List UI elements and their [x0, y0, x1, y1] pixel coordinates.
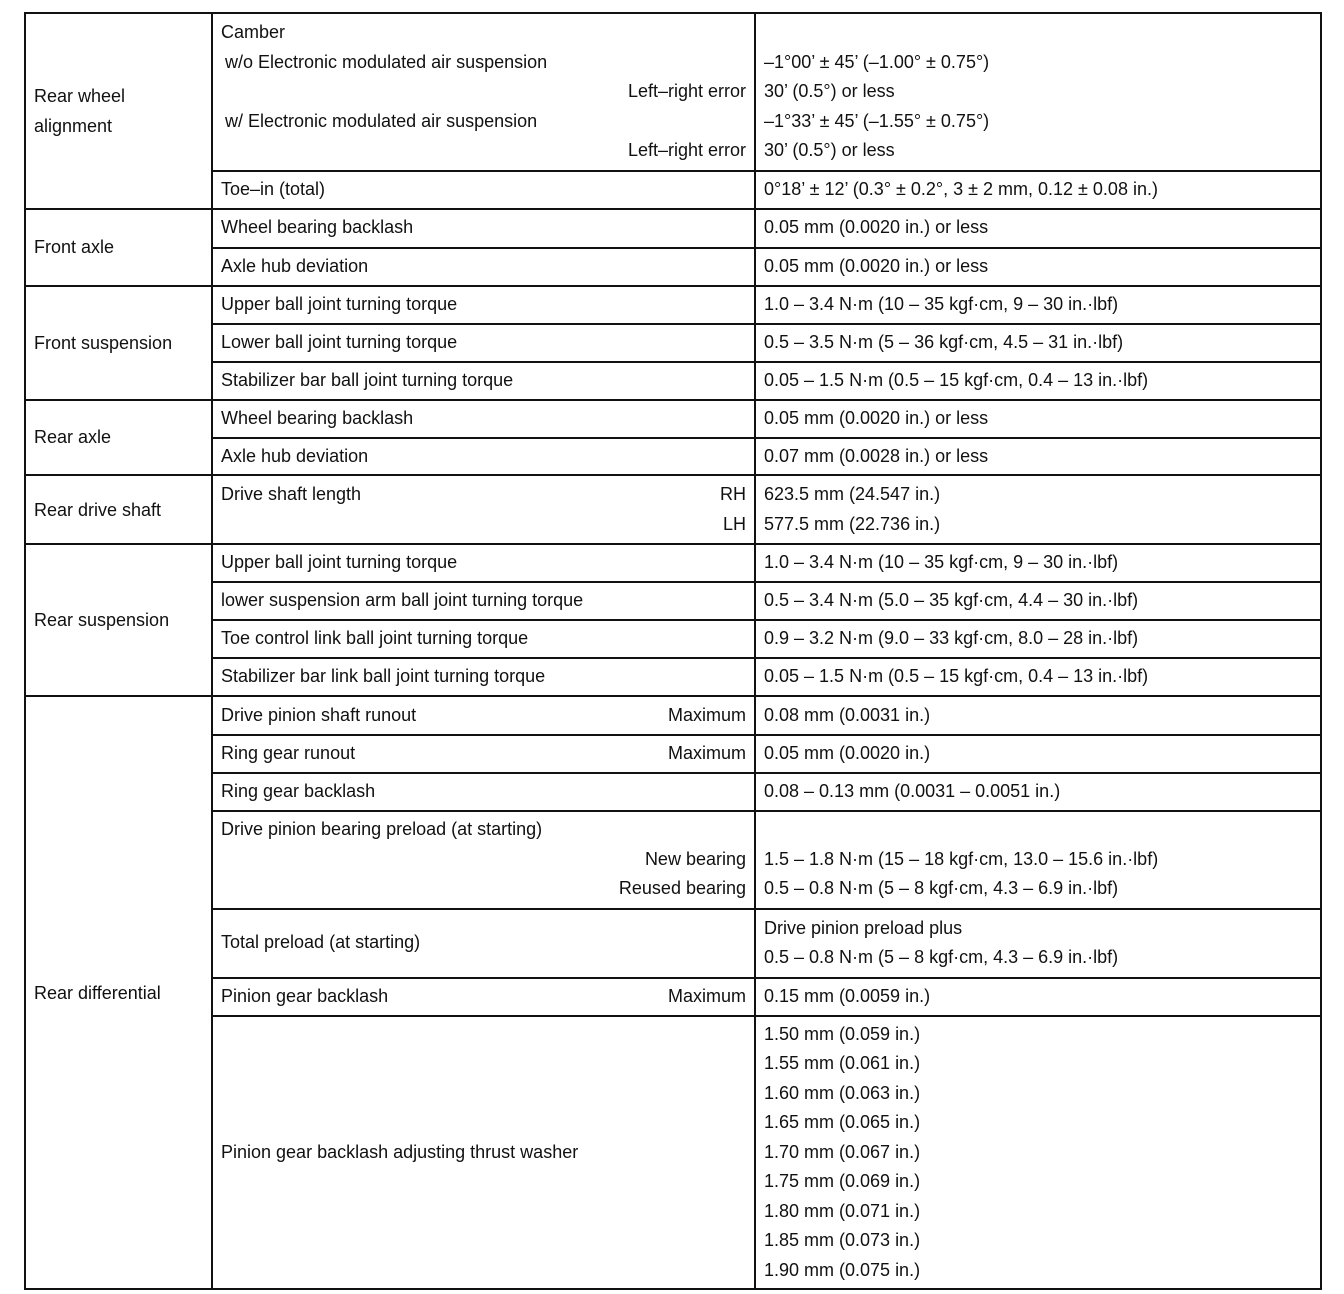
item-qualifier: Maximum — [667, 743, 746, 764]
thrust-washer-size: 1.60 mm (0.063 in.) — [764, 1082, 921, 1103]
table-row — [25, 171, 1321, 209]
item-label: Wheel bearing backlash — [221, 407, 414, 428]
value-cell — [755, 13, 1321, 171]
camber-heading: Camber — [221, 22, 286, 43]
specification-table — [24, 12, 1322, 1290]
toe-in-value: 0°18’ ± 12’ (0.3° ± 0.2°, 3 ± 2 mm, 0.12 ± 0.08 in.) — [764, 179, 1158, 199]
value-cell — [755, 811, 1321, 909]
item-cell — [212, 544, 755, 582]
group-label-front-suspension: Front suspension — [34, 332, 173, 353]
table-row — [25, 362, 1321, 400]
value-cell — [755, 286, 1321, 324]
thrust-washer-size: 1.50 mm (0.059 in.) — [764, 1023, 921, 1044]
group-cell — [25, 475, 212, 544]
value-cell — [755, 582, 1321, 620]
item-cell — [212, 773, 755, 811]
camber-with-error-label: Left–right error — [627, 140, 746, 161]
group-cell — [25, 400, 212, 476]
item-value: 0.05 – 1.5 N·m (0.5 – 15 kgf·cm, 0.4 – 13 in.·lbf) — [764, 369, 1149, 390]
group-cell — [25, 209, 212, 286]
item-cell — [212, 171, 755, 209]
item-label: Lower ball joint turning torque — [221, 331, 458, 352]
item-value: 0.15 mm (0.0059 in.) — [764, 985, 931, 1006]
item-qualifier: Maximum — [667, 704, 746, 725]
item-cell — [212, 1016, 755, 1290]
item-label: Upper ball joint turning torque — [221, 552, 458, 573]
camber-without-error-value: 30’ (0.5°) or less — [764, 81, 895, 102]
table-row — [25, 582, 1321, 620]
item-cell — [212, 696, 755, 735]
item-cell — [212, 286, 755, 324]
item-label: Drive pinion shaft runout — [221, 704, 417, 725]
table-row — [25, 909, 1321, 978]
table-row — [25, 735, 1321, 773]
group-label-front-axle: Front axle — [34, 237, 115, 257]
item-value: 0.05 mm (0.0020 in.) or less — [764, 217, 989, 238]
table-row — [25, 286, 1321, 324]
thrust-washer-size: 1.75 mm (0.069 in.) — [764, 1171, 921, 1191]
value-cell — [755, 400, 1321, 438]
table-row — [25, 658, 1321, 696]
camber-without-value: –1°00’ ± 45’ (–1.00° ± 0.75°) — [764, 51, 990, 72]
thrust-washer-size: 1.70 mm (0.067 in.) — [764, 1141, 921, 1162]
table-row — [25, 620, 1321, 658]
item-label: Toe control link ball joint turning torque — [221, 628, 529, 649]
group-cell — [25, 286, 212, 400]
table-row — [25, 13, 1321, 171]
total-preload-value-line2: 0.5 – 0.8 N·m (5 – 8 kgf·cm, 4.3 – 6.9 in.·lbf) — [764, 947, 1119, 967]
item-cell — [212, 209, 755, 248]
rh-value: 623.5 mm (24.547 in.) — [764, 484, 941, 504]
item-cell — [212, 978, 755, 1016]
item-cell — [212, 620, 755, 658]
table-row — [25, 400, 1321, 438]
lh-value: 577.5 mm (22.736 in.) — [764, 513, 941, 534]
group-label-rear-wheel-alignment: Rear wheel alignment — [34, 85, 126, 136]
group-cell — [25, 13, 212, 209]
rh-label: RH — [720, 484, 746, 504]
camber-with-error-value: 30’ (0.5°) or less — [764, 140, 895, 161]
item-cell — [212, 735, 755, 773]
drive-shaft-length-label: Drive shaft length — [221, 484, 362, 504]
item-label: Ring gear backlash — [221, 781, 376, 801]
item-label: Ring gear runout — [221, 743, 356, 764]
value-cell — [755, 209, 1321, 248]
value-cell — [755, 171, 1321, 209]
item-value: 0.08 mm (0.0031 in.) — [764, 704, 931, 725]
value-cell — [755, 658, 1321, 696]
value-cell — [755, 735, 1321, 773]
item-label: Axle hub deviation — [221, 445, 369, 466]
value-cell — [755, 544, 1321, 582]
item-value: 0.05 mm (0.0020 in.) — [764, 743, 931, 764]
item-value: 0.05 – 1.5 N·m (0.5 – 15 kgf·cm, 0.4 – 13 in.·lbf) — [764, 666, 1149, 687]
thrust-washer-size: 1.55 mm (0.061 in.) — [764, 1053, 921, 1073]
item-label: Stabilizer bar link ball joint turning torque — [221, 666, 546, 687]
item-value: 0.5 – 3.5 N·m (5 – 36 kgf·cm, 4.5 – 31 in.·lbf) — [764, 331, 1124, 352]
item-value: 1.0 – 3.4 N·m (10 – 35 kgf·cm, 9 – 30 in.·lbf) — [764, 552, 1119, 573]
group-label-rear-differential: Rear differential — [34, 982, 161, 1003]
item-value: 0.08 – 0.13 mm (0.0031 – 0.0051 in.) — [764, 781, 1061, 801]
value-cell — [755, 773, 1321, 811]
table-row — [25, 209, 1321, 248]
thrust-washer-size: 1.80 mm (0.071 in.) — [764, 1200, 921, 1221]
value-cell — [755, 696, 1321, 735]
item-value: 0.07 mm (0.0028 in.) or less — [764, 445, 989, 466]
item-label: Stabilizer bar ball joint turning torque — [221, 369, 514, 390]
table-row — [25, 438, 1321, 476]
group-label-rear-axle: Rear axle — [34, 427, 112, 448]
table-row — [25, 811, 1321, 909]
table-row — [25, 324, 1321, 362]
item-label: Upper ball joint turning torque — [221, 293, 458, 314]
item-cell — [212, 324, 755, 362]
value-cell — [755, 248, 1321, 286]
item-label: Pinion gear backlash — [221, 985, 389, 1006]
table-row — [25, 475, 1321, 544]
camber-without-error-label: Left–right error — [627, 81, 746, 102]
item-cell — [212, 438, 755, 476]
thrust-washer-size: 1.65 mm (0.065 in.) — [764, 1112, 921, 1132]
group-cell — [25, 544, 212, 696]
thrust-washer-size: 1.85 mm (0.073 in.) — [764, 1230, 921, 1250]
item-cell — [212, 909, 755, 978]
value-cell — [755, 1016, 1321, 1290]
item-value: 0.05 mm (0.0020 in.) or less — [764, 255, 989, 276]
thrust-washer-size: 1.90 mm (0.075 in.) — [764, 1259, 921, 1280]
value-cell — [755, 438, 1321, 476]
item-label: lower suspension arm ball joint turning torque — [221, 590, 584, 611]
camber-with-value: –1°33’ ± 45’ (–1.55° ± 0.75°) — [764, 110, 990, 131]
table-row — [25, 248, 1321, 286]
item-label: Axle hub deviation — [221, 255, 369, 276]
camber-without-label: w/o Electronic modulated air suspension — [225, 51, 548, 72]
item-cell — [212, 475, 755, 544]
new-bearing-value: 1.5 – 1.8 N·m (15 – 18 kgf·cm, 13.0 – 15.6 in.·lbf) — [764, 848, 1159, 869]
group-cell — [25, 696, 212, 1289]
value-cell — [755, 909, 1321, 978]
group-label-rear-drive-shaft: Rear drive shaft — [34, 499, 162, 520]
table-row — [25, 544, 1321, 582]
item-cell — [212, 400, 755, 438]
item-cell — [212, 658, 755, 696]
table-row — [25, 696, 1321, 735]
thrust-washer-label: Pinion gear backlash adjusting thrust washer — [221, 1141, 579, 1162]
camber-with-label: w/ Electronic modulated air suspension — [225, 110, 538, 131]
item-value: 0.05 mm (0.0020 in.) or less — [764, 407, 989, 428]
new-bearing-label: New bearing — [644, 848, 746, 869]
total-preload-value-line1: Drive pinion preload plus — [764, 917, 963, 938]
item-cell — [212, 582, 755, 620]
item-value: 1.0 – 3.4 N·m (10 – 35 kgf·cm, 9 – 30 in.·lbf) — [764, 293, 1119, 314]
value-cell — [755, 620, 1321, 658]
value-cell — [755, 324, 1321, 362]
lh-label: LH — [722, 513, 746, 534]
reused-bearing-value: 0.5 – 0.8 N·m (5 – 8 kgf·cm, 4.3 – 6.9 in.·lbf) — [764, 878, 1119, 899]
item-label: Total preload (at starting) — [221, 932, 421, 953]
table-row — [25, 1016, 1321, 1290]
item-label: Wheel bearing backlash — [221, 217, 414, 238]
table-row — [25, 978, 1321, 1016]
item-cell — [212, 362, 755, 400]
item-label: Drive pinion bearing preload (at starting) — [221, 819, 543, 840]
item-value: 0.9 – 3.2 N·m (9.0 – 33 kgf·cm, 8.0 – 28 in.·lbf) — [764, 628, 1139, 649]
reused-bearing-label: Reused bearing — [618, 878, 746, 899]
item-cell — [212, 811, 755, 909]
item-qualifier: Maximum — [667, 985, 746, 1006]
item-value: 0.5 – 3.4 N·m (5.0 – 35 kgf·cm, 4.4 – 30 in.·lbf) — [764, 590, 1139, 611]
value-cell — [755, 475, 1321, 544]
table-row — [25, 773, 1321, 811]
group-label-rear-suspension: Rear suspension — [34, 610, 170, 630]
value-cell — [755, 978, 1321, 1016]
toe-in-label: Toe–in (total) — [221, 179, 326, 199]
item-cell — [212, 248, 755, 286]
value-cell — [755, 362, 1321, 400]
item-cell — [212, 13, 755, 171]
